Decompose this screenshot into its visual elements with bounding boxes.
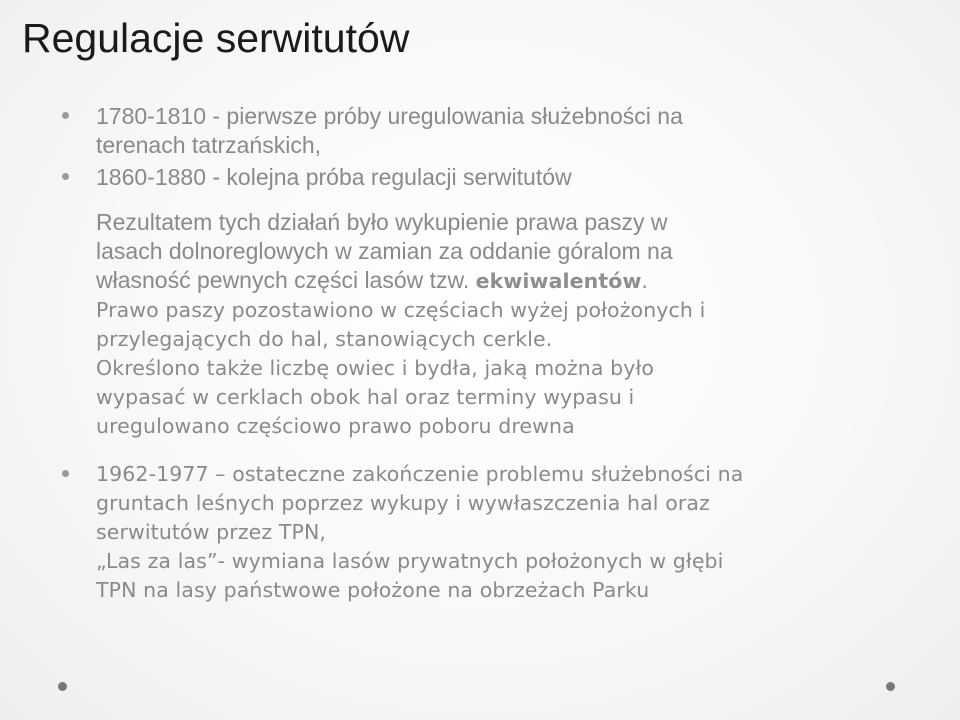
paragraph-line-3 xyxy=(96,266,920,296)
paragraph-line-3-text: własność pewnych części lasów tzw. xyxy=(96,267,476,293)
bullet-1-line-2: terenach tatrzańskich, xyxy=(96,132,322,158)
bullet-dot-icon xyxy=(62,112,69,119)
bullet-item-1780 xyxy=(60,102,920,160)
paragraph-line-3-end: . xyxy=(641,267,648,293)
slide-title: Regulacje serwitutów xyxy=(22,15,410,61)
bullet-3-line-1: 1962-1977 – ostateczne zakończenie problemu służebności na xyxy=(96,462,744,486)
paragraph-line-6: Określono także liczbę owiec i bydła, jaką można było xyxy=(96,356,655,380)
decorative-dot-left-icon xyxy=(58,682,67,691)
paragraph-line-1: Rezultatem tych działań było wykupienie prawa paszy w xyxy=(96,209,668,235)
bullet-dot-icon xyxy=(62,173,69,180)
bullet-2-line-1: 1860-1880 - kolejna próba regulacji serwitutów xyxy=(96,164,572,190)
bullet-dot-icon xyxy=(62,470,69,477)
paragraph-line-8: uregulowano częściowo prawo poboru drewna xyxy=(96,414,575,438)
bullet-3-line-4: „Las za las”- wymiana lasów prywatnych położonych w głębi xyxy=(96,549,724,573)
decorative-dot-right-icon xyxy=(886,682,895,691)
ekwiwalentow-term: ekwiwalentów xyxy=(475,269,642,293)
paragraph-line-2: lasach dolnoreglowych w zamian za oddanie góralom na xyxy=(96,238,673,264)
bullet-item-1860 xyxy=(60,163,920,192)
result-paragraph xyxy=(60,208,920,441)
paragraph-line-4: Prawo paszy pozostawiono w częściach wyżej położonych i xyxy=(96,298,706,322)
bullet-item-1962 xyxy=(60,460,920,605)
slide-content xyxy=(60,102,920,605)
paragraph-line-5: przylegających do hal, stanowiących cerkle. xyxy=(96,327,553,351)
bullet-3-line-5: TPN na lasy państwowe położone na obrzeżach Parku xyxy=(96,578,650,602)
bullet-3-line-2: gruntach leśnych poprzez wykupy i wywłaszczenia hal oraz xyxy=(96,491,710,515)
bullet-3-line-3: serwitutów przez TPN, xyxy=(96,520,327,544)
bullet-1-line-1: 1780-1810 - pierwsze próby uregulowania służebności na xyxy=(96,103,683,129)
paragraph-line-7: wypasać w cerklach obok hal oraz terminy wypasu i xyxy=(96,385,635,409)
